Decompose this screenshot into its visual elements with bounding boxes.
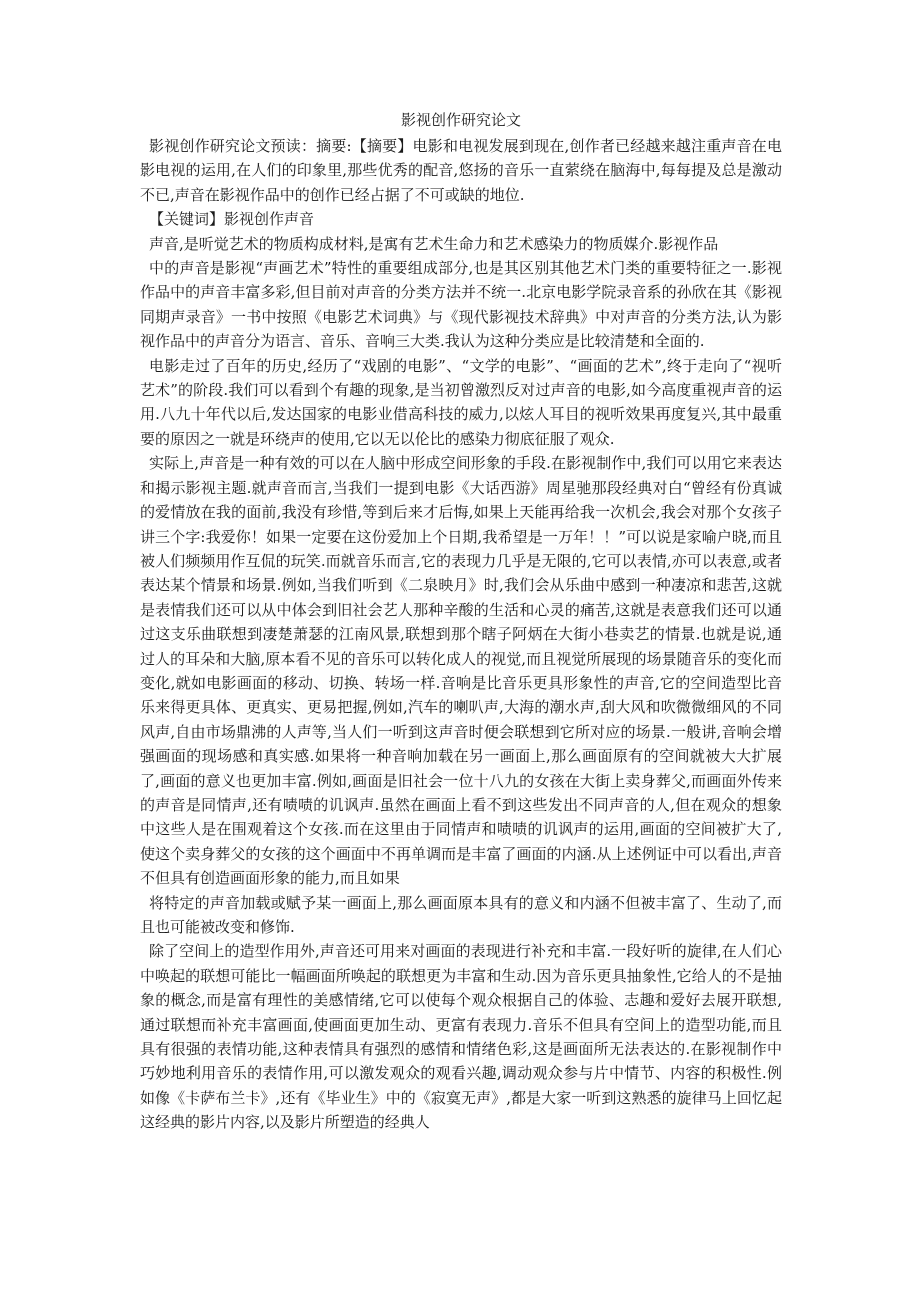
paragraph-sound-supplement: 除了空间上的造型作用外,声音还可用来对画面的表现进行补充和丰富.一段好听的旋律,在人们心中唤起的联想可能比一幅画面所唤起的联想更为丰富和生动.因为音乐更具抽象性,它给人的不是抽象的概念,而是富有理性的美感情绪,它可以使每个观众根据自己的体验、志趣和爱好去展开联想,通过联想而补充丰富画面,使画面更加生动、更富有表现力.音乐不但具有空间上的造型功能,而且具有很强的表情功能,这种表情具有强烈的感情和情绪色彩,这是画面所无法表达的.在影视制作中巧妙地利用音乐的表情作用,可以激发观众的观看兴趣,调动观众参与片中情节、内容的积极性.例如像《卡萨布兰卡》,还有《毕业生》中的《寂寞无声》,都是大家一听到这熟悉的旋律马上回忆起这经典的影片内容,以及影片所塑造的经典人 <box>140 942 782 1132</box>
paragraph-sound-meaning: 将特定的声音加载或赋予某一画面上,那么画面原本具有的意义和内涵不但被丰富了、生动了,而且也可能被改变和修饰. <box>140 893 782 936</box>
document-page <box>140 108 782 1135</box>
document-title: 影视创作研究论文 <box>400 111 521 129</box>
paragraph-keywords: 【关键词】影视创作声音 <box>149 210 315 229</box>
paragraph-film-history: 电影走过了百年的历史,经历了“戏剧的电影”、“文学的电影”、“画面的艺术”,终于走向了“视听艺术”的阶段.我们可以看到个有趣的现象,是当初曾激烈反对过声音的电影,如今高度重视声音的运用.八九十年代以后,发达国家的电影业借高科技的威力,以炫人耳目的视听效果再度复兴,其中最重要的原因之一就是环绕声的使用,它以无以伦比的感染力彻底征服了观众. <box>140 356 782 448</box>
paragraph-preview-abstract: 影视创作研究论文预读：摘要:【摘要】电影和电视发展到现在,创作者已经越来越注重声音在电影电视的运用,在人们的印象里,那些优秀的配音,悠扬的音乐一直萦绕在脑海中,每每提及总是激动不已,声音在影视作品中的创作已经占据了不可或缺的地位. <box>140 137 782 204</box>
paragraph-sound-classification: 中的声音是影视“声画艺术”特性的重要组成部分,也是其区别其他艺术门类的重要特征之一.影视作品中的声音丰富多彩,但目前对声音的分类方法并不统一.北京电影学院录音系的孙欣在其《影视同期声录音》一书中按照《电影艺术词典》与《现代影视技术辞典》中对声音的分类方法,认为影视作品中的声音分为语言、音乐、音响三大类.我认为这种分类应是比较清楚和全面的. <box>140 259 782 351</box>
paragraph-sound-definition: 声音,是听觉艺术的物质构成材料,是寓有艺术生命力和艺术感染力的物质媒介.影视作品 <box>149 234 719 253</box>
paragraph-sound-space: 实际上,声音是一种有效的可以在人脑中形成空间形象的手段.在影视制作中,我们可以用它来表达和揭示影视主题.就声音而言,当我们一提到电影《大话西游》周星驰那段经典对白“曾经有份真诚的爱情放在我的面前,我没有珍惜,等到后来才后悔,如果上天能再给我一次机会,我会对那个女孩子讲三个字:我爱你！如果一定要在这份爱加上个日期,我希望是一万年！！”可以说是家喻户晓,而且被人们频频用作互侃的玩笑.而就音乐而言,它的表现力几乎是无限的,它可以表情,亦可以表意,或者表达某个情景和场景.例如,当我们听到《二泉映月》时,我们会从乐曲中感到一种凄凉和悲苦,这就是表情我们还可以从中体会到旧社会艺人那种辛酸的生活和心灵的痛苦,这就是表意我们还可以通过这支乐曲联想到凄楚萧瑟的江南风景,联想到那个瞎子阿炳在大街小巷卖艺的情景.也就是说,通过人的耳朵和大脑,原本看不见的音乐可以转化成人的视觉,而且视觉所展现的场景随音乐的变化而变化,就如电影画面的移动、切换、转场一样.音响是比音乐更具形象性的声音,它的空间造型比音乐来得更具体、更真实、更易把握,例如,汽车的喇叭声,大海的潮水声,刮大风和吹微微细风的不同风声,自由市场鼎沸的人声等,当人们一听到这声音时便会联想到它所对应的场景.一般讲,音响会增强画面的现场感和真实感.如果将一种音响加载在另一画面上,那么画面原有的空间就被大大扩展了,画面的意义也更加丰富.例如,画面是旧社会一位十八九的女孩在大街上卖身葬父,而画面外传来的声音是同情声,还有啧啧的讥讽声.虽然在画面上看不到这些发出不同声音的人,但在观众的想象中这些人是在围观着这个女孩.而在这里由于同情声和啧啧的讥讽声的运用,画面的空间被扩大了,使这个卖身葬父的女孩的这个画面中不再单调而是丰富了画面的内涵.从上述例证中可以看出,声音不但具有创造画面形象的能力,而且如果 <box>140 454 782 888</box>
